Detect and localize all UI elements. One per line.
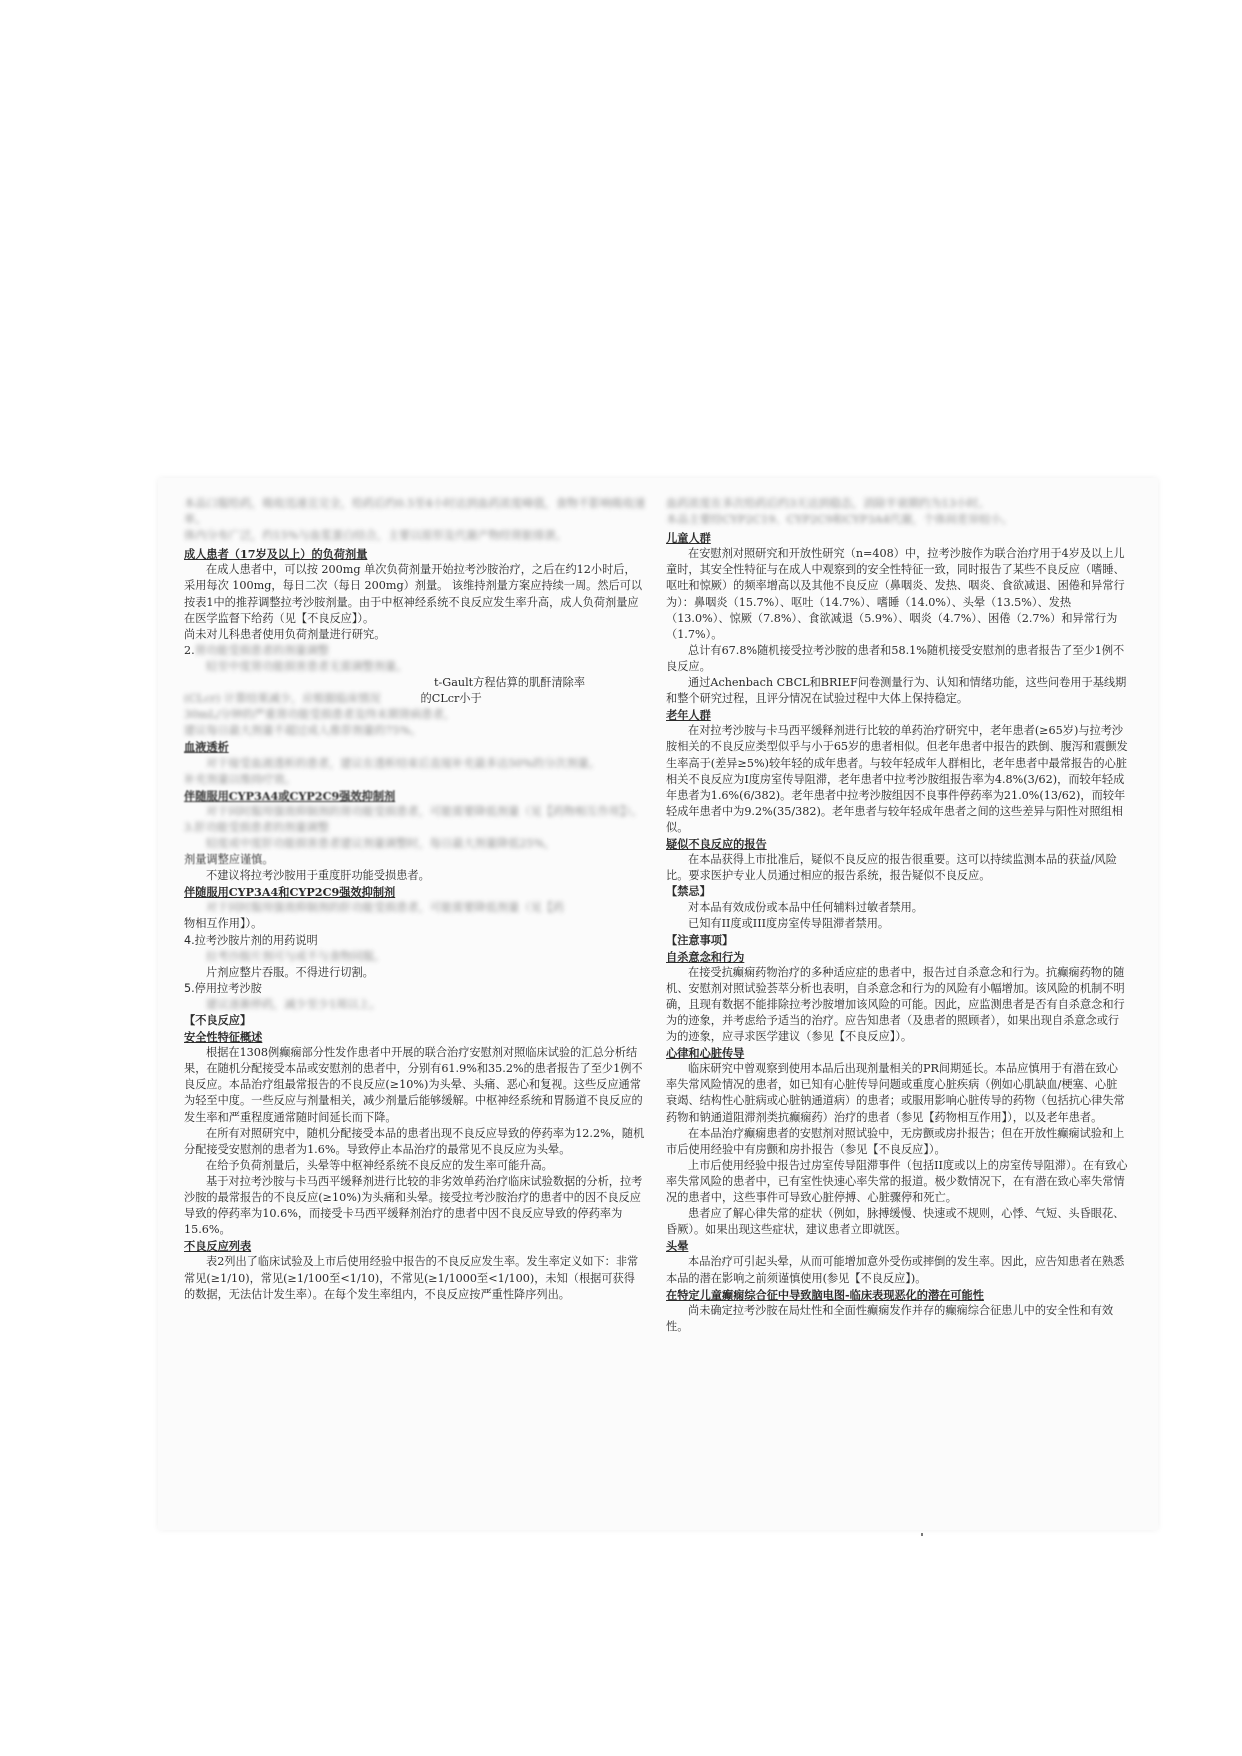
blurred-line: 建议逐渐停药，减少至少1周以上。	[206, 997, 381, 1011]
blurred-line: 轻度或中度肝功能损害患者建议剂量调整时，每日最大剂量降低25%，	[206, 836, 556, 850]
paragraph-pediatric: 总计有67.8%随机接受拉考沙胺的患者和58.1%随机接受安慰剂的患者报告了至少1例不良反应。	[666, 643, 1125, 673]
clcr-fragment: 的CLcr小于	[420, 692, 482, 706]
precautions-heading: 【注意事项】	[666, 933, 734, 947]
leaflet-page	[158, 478, 1158, 1530]
blurred-line: 3.肝功能受损患者的剂量调整	[184, 820, 329, 834]
paragraph-suspected: 在本品获得上市批准后，疑似不良反应的报告很重要。这可以持续监测本品的获益/风险比。要求医护专业人员通过相应的报告系统，报告疑似不良反应。	[666, 853, 1117, 883]
blurred-line: 拉考沙胺片剂可与或不与食物同服。	[206, 949, 386, 963]
blurred-line: 本品口服给药，吸收迅速且完全，给药后约0.5至4小时达到血药浓度峰值，食物不影响吸收速率。	[184, 497, 646, 527]
blurred-line: 血药浓度在多次给药后约3天达到稳态，消除半衰期约为13小时。	[666, 497, 990, 510]
blurred-line: 30mL/分钟的严重肾功能受损患者及终末期肾病患者，	[184, 708, 455, 722]
drug-interaction-tail: 物相互作用】）。	[184, 917, 263, 931]
heading-pediatric: 儿童人群	[666, 531, 711, 546]
section-5-heading: 5.停用拉考沙胺	[184, 981, 262, 995]
paragraph-cardiac: 临床研究中曾观察到使用本品后出现剂量相关的PR间期延长。本品应慎用于有潜在致心率失常风险情况的患者，如已知有心脏传导问题或重度心脏疾病（例如心肌缺血/梗塞、心脏衰竭、结构性心脏病或心脏钠通道病）的患者；或服用影响心脏传导的药物（包括抗心律失常药物和钠通道阻滞剂类抗癫痫药）治疗的患者（参见【药物相互作用】），以及老年患者。	[666, 1062, 1125, 1124]
heading-dizziness: 头晕	[666, 1239, 689, 1254]
blurred-line: 体内分布广泛，约15%与血浆蛋白结合，主要以原形及代谢产物经肾脏排泄。	[184, 529, 567, 543]
paragraph-safety: 在给予负荷剂量后，头晕等中枢神经系统不良反应的发生率可能升高。	[206, 1158, 553, 1172]
paragraph-pediatric: 通过Achenbach CBCL和BRIEF问卷测量行为、认知和情绪功能，这些问卷用于基线期和整个研究过程，且评分情况在试验过程中大体上保持稳定。	[666, 676, 1127, 706]
paragraph-safety: 基于对拉考沙胺与卡马西平缓释剂进行比较的非劣效单药治疗临床试验数据的分析，拉考沙胺的最常报告的不良反应(≥10%)为头痛和头晕。接受拉考沙胺治疗的患者中的因不良反应导致的停药率为10.6%，而接受卡马西平缓释剂治疗的患者中因不良反应导致的停药率为15.6%。	[184, 1174, 643, 1237]
cockcroft-fragment: t-Gault方程估算的肌酐清除率	[434, 676, 586, 690]
heading-suspected-reporting: 疑似不良反应的报告	[666, 836, 767, 851]
paragraph-dizziness: 本品治疗可引起头晕，从而可能增加意外受伤或摔倒的发生率。因此，应告知患者在熟悉本品的潜在影响之前须谨慎使用(参见【不良反应】)。	[666, 1255, 1125, 1285]
blurred-line: 轻至中度肾功能损害患者无需调整剂量。	[206, 659, 408, 673]
heading-safety-overview: 安全性特征概述	[184, 1030, 263, 1045]
paragraph-suicide: 在接受抗癫痫药物治疗的多种适应症的患者中，报告过自杀意念和行为。抗癫痫药物的随机、安慰剂对照试验荟萃分析也表明，自杀意念和行为的风险有小幅增加。该风险的机制不明确，且现有数据不能排除拉考沙胺增加该风险的可能。因此，应监测患者是否有自杀意念和行为的迹象，并考虑给予适当的治疗。应告知患者（及患者的照顾者），如果出现自杀意念或行为的迹象，应寻求医学建议（参见【不良反应】）。	[666, 965, 1125, 1044]
heading-cyp-renal: 伴随服用CYP3A4或CYP2C9强效抑制剂	[184, 788, 396, 803]
paragraph-adult-loading: 在成人患者中，可以按 200mg 单次负荷剂量开始拉考沙胺治疗，之后在约12小时后，采用每次 100mg，每日二次（每日 200mg）剂量。 该维持剂量方案应持续一周。然后可以按表1中的推荐调整拉考沙胺剂量。由于中枢神经系统不良反应发生率升高，成人负荷剂量应在医学监督下给药（见【不良反应】）。	[184, 563, 643, 625]
liver-dose-line: 剂量调整应谨慎。	[184, 853, 274, 867]
paragraph-peds-loading-note: 尚未对儿科患者使用负荷剂量进行研究。	[184, 627, 386, 641]
heading-adult-loading-dose: 成人患者（17岁及以上）的负荷剂量	[184, 547, 368, 562]
adverse-reactions-heading: 【不良反应】	[184, 1014, 252, 1027]
heading-suicide: 自杀意念和行为	[666, 949, 745, 964]
left-column	[184, 496, 646, 1303]
paragraph-adverse-list: 表2列出了临床试验及上市后使用经验中报告的不良反应发生率。发生率定义如下：非常常见(≥1/10)，常见(≥1/100至<1/10)，不常见(≥1/1000至<1/100)，未知（根据可获得的数据，无法估计发生率）。在每个发生率组内，不良反应按严重性降序列出。	[184, 1255, 639, 1301]
heading-adverse-list: 不良反应列表	[184, 1239, 252, 1254]
paragraph-eeg: 尚未确定拉考沙胺在局灶性和全面性癫痫发作并存的癫痫综合征患儿中的安全性和有效性。	[666, 1303, 1114, 1333]
cockcroft-line	[184, 675, 646, 691]
heading-elderly: 老年人群	[666, 708, 711, 723]
heading-eeg-worsening: 在特定儿童癫痫综合征中导致脑电图-临床表现恶化的潜在可能性	[666, 1287, 984, 1302]
blurred-line: 补充剂量以维持疗效。	[184, 772, 296, 786]
blurred-line: 建议每日最大剂量不超过成人推荐剂量的75%。	[184, 724, 422, 738]
section-2-line	[184, 643, 646, 659]
contraindication-item: 对本品有效成份或本品中任何辅料过敏者禁用。	[688, 901, 923, 915]
paragraph-pediatric: 在安慰剂对照研究和开放性研究（n=408）中，拉考沙胺作为联合治疗用于4岁及以上儿童时，其安全性特征与在成人中观察到的安全性特征一致，同时报告了某些不良反应（嗜睡、呕吐和惊厥）的频率增高以及其他不良反应（鼻咽炎、发热、咽炎、食欲减退、困倦和异常行为）：鼻咽炎（15.7%）、呕吐（14.7%）、嗜睡（14.0%）、头晕（13.5%）、发热（13.0%）、惊厥（7.8%）、食欲减退（5.9%）、咽炎（4.7%）、困倦（2.7%）和异常行为（1.7%）。	[666, 547, 1125, 641]
right-column	[666, 496, 1128, 1335]
liver-severe-line: 不建议将拉考沙胺用于重度肝功能受损患者。	[206, 869, 430, 883]
heading-cyp-hepatic: 伴随服用CYP3A4和CYP2C9强效抑制剂	[184, 885, 396, 900]
paragraph-elderly: 在对拉考沙胺与卡马西平缓释剂进行比较的单药治疗研究中，老年患者(≥65岁)与拉考沙胺相关的不良反应类型似乎与小于65岁的患者相似。但老年患者中报告的跌倒、腹泻和震颤发生率高于(差异≥5%)较年轻的成年患者。与较年轻成年人群相比，老年患者中最常报告的心脏相关不良反应为Ⅰ度房室传导阻滞，老年患者中拉考沙胺组报告率为4.8%(3/62)，而较年轻成年患者为1.6%(6/382)。老年患者中拉考沙胺组因不良事件停药率为21.0%(13/62)，而较年轻成年患者中为9.2%(35/382)。老年患者与较年轻成年患者之间的这些差异与阳性对照组相似。	[666, 724, 1128, 834]
tablet-instruction: 片剂应整片吞服。不得进行切割。	[206, 965, 374, 979]
blurred-line: 对于接受血液透析的患者，建议在透析结束后直接补充最多达50%的分次剂量。	[206, 756, 601, 770]
contraindication-item: 已知有II度或III度房室传导阻滞者禁用。	[688, 917, 890, 931]
blurred-line: 对于同时服用强效抑制剂的肾功能受损患者，可能需要降低剂量（见【药物相互作用】）。	[206, 804, 643, 818]
section-4-heading: 4.拉考沙胺片剂的用药说明	[184, 933, 318, 947]
paragraph-safety: 在所有对照研究中，随机分配接受本品的患者出现不良反应导致的停药率为12.2%，随机分配接受安慰剂的患者为1.6%。导致停止本品治疗的最常见不良反应为头晕。	[184, 1126, 645, 1156]
paragraph-cardiac: 在本品治疗癫痫患者的安慰剂对照试验中，无房颤或房扑报告；但在开放性癫痫试验和上市后使用经验中有房颤和房扑报告（参见【不良反应】）。	[666, 1126, 1125, 1156]
heading-hemodialysis: 血液透析	[184, 740, 229, 755]
blurred-fragment: (CLcr) 计算结果减少，应根据临床情况	[184, 692, 381, 706]
heading-cardiac: 心律和心脏传导	[666, 1046, 745, 1061]
clcr-line	[184, 691, 646, 707]
paragraph-safety: 根据在1308例癫痫部分性发作患者中开展的联合治疗安慰剂对照临床试验的汇总分析结果，在随机分配接受本品或安慰剂的患者中，分别有61.9%和35.2%的患者报告了至少1例不良反应。本品治疗组最常报告的不良反应(≥10%)为头晕、头痛、恶心和复视。这些反应通常为轻至中度。一些反应与剂量相关，减少剂量后能够缓解。中枢神经系统和胃肠道不良反应的发生率和严重程度通常随时间延长而下降。	[184, 1046, 643, 1124]
paragraph-cardiac: 患者应了解心律失常的症状（例如，脉搏缓慢、快速或不规则，心悸、气短、头昏眼花、昏厥）。如果出现这些症状，建议患者立即就医。	[666, 1207, 1125, 1237]
scan-speck	[921, 1533, 923, 1536]
blurred-line: 本品主要经CYP2C19、CYP2C9和CYP3A4代谢，个体间差异较小。	[666, 513, 1013, 527]
blurred-heading: 肾功能受损患者的剂量调整	[194, 643, 329, 657]
blurred-line: 对于同时服用强效抑制剂的肝功能受损患者，可能需要降低剂量（见【药	[206, 901, 565, 915]
paragraph-cardiac: 上市后使用经验中报告过房室传导阻滞事件（包括II度或以上的房室传导阻滞）。在有致心率失常风险的患者中，已有室性快速心率失常的报道。极少数情况下，在有潜在致心率失常情况的患者中，这些事件可导致心脏停搏、心脏骤停和死亡。	[666, 1158, 1128, 1205]
section-number: 2.	[184, 643, 195, 657]
contraindications-heading: 【禁忌】	[666, 885, 711, 899]
